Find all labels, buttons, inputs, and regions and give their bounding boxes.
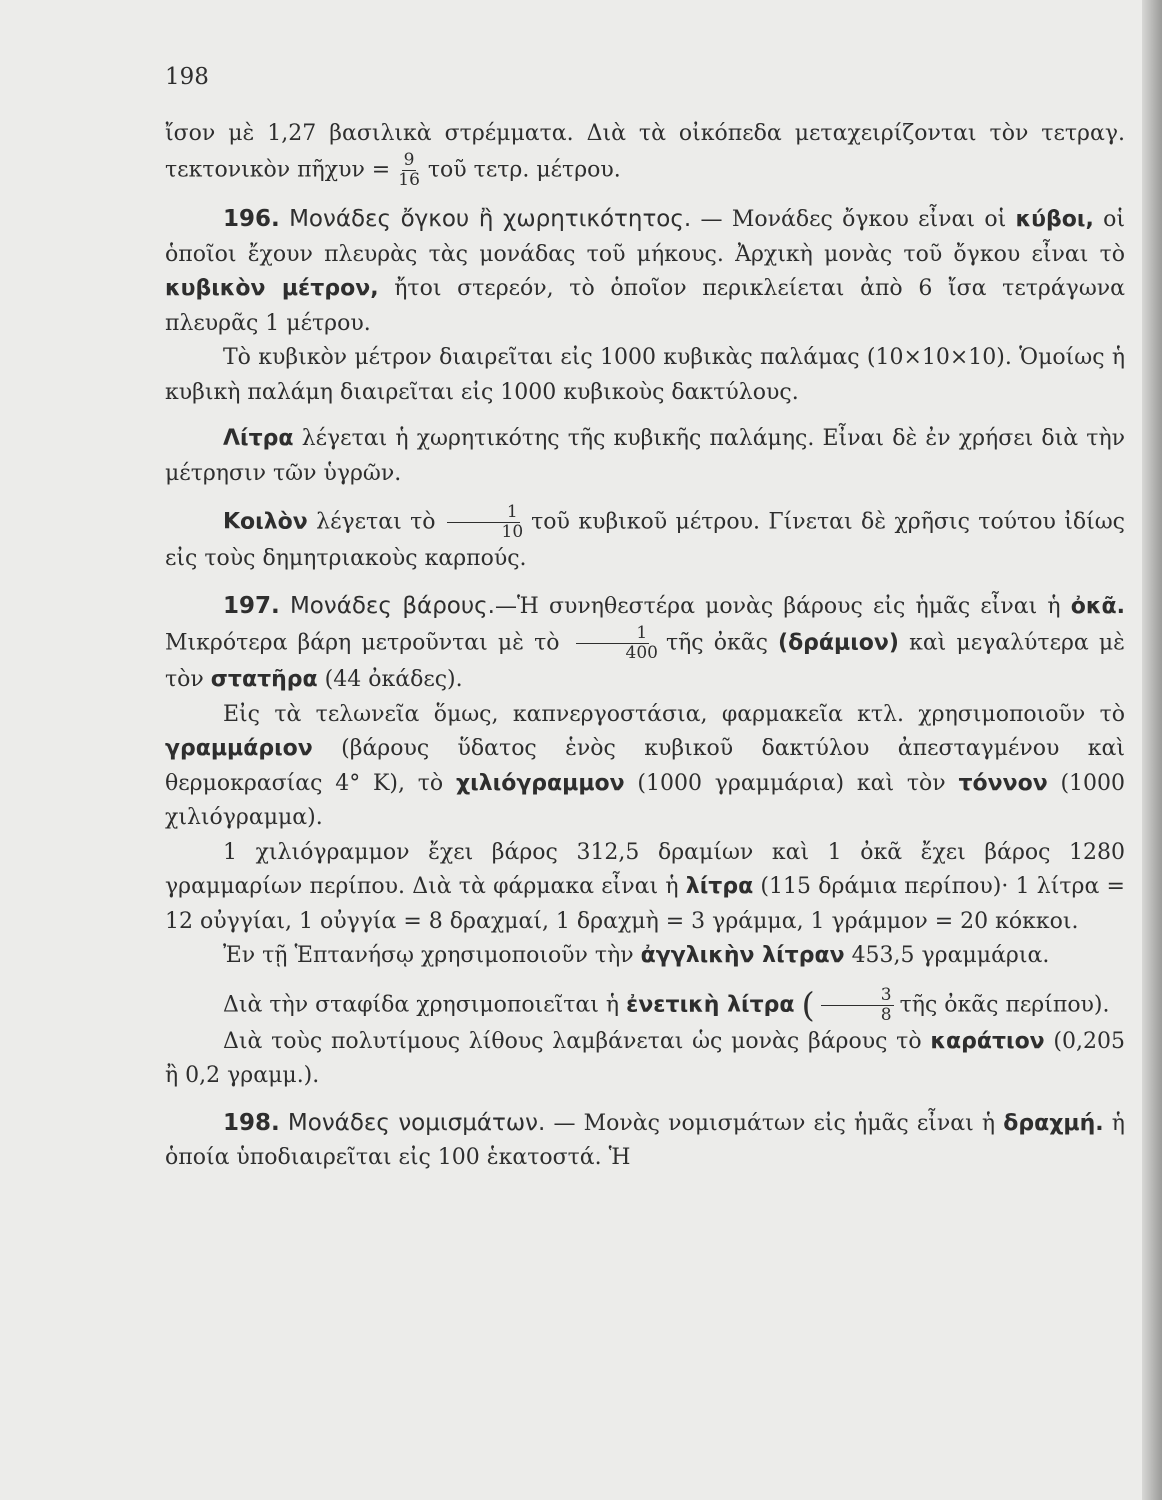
s197-p5-text-a: Διὰ τὴν σταφίδα χρησιμοποιεῖται ἡ bbox=[223, 992, 620, 1017]
koilon-bold: Κοιλὸν bbox=[223, 509, 308, 535]
koilon-text-1: λέγεται τὸ bbox=[316, 509, 436, 535]
section-196 bbox=[165, 202, 1125, 341]
koilon-text-2: τοῦ κυβικοῦ μέτρου. Γίνεται δὲ χρῆσις τούτου ἰδίως εἰς τοὺς δημητριακοὺς καρπούς. bbox=[165, 509, 1125, 571]
s197-p4-text-c: 453,5 γραμμάρια. bbox=[851, 943, 1050, 968]
koilon-paragraph bbox=[165, 503, 1125, 577]
s198-bold-1: δραχμή. bbox=[1003, 1110, 1104, 1136]
section-197-title: Μονάδες βάρους. bbox=[289, 592, 495, 619]
s197-bold-1: ὀκᾶ. bbox=[1070, 593, 1126, 619]
s197-p3-text-c: (115 δράμια περίπου)· 1 λίτρα = 12 οὐγγίαι, 1 οὐγγία = 8 δραχμαί, 1 δραχμὴ = 3 γράμμα, 1 γράμμον = 20 κόκκοι. bbox=[165, 874, 1125, 934]
s197-p2-text-e: (1000 γραμμάρια) καὶ τὸν bbox=[637, 770, 946, 796]
s197-paragraph-6 bbox=[165, 1025, 1125, 1094]
s197-p3-text-a: 1 χιλιόγραμμον ἔχει βάρος 312,5 δραμίων καὶ 1 ὀκᾶ ἔχει βάρος 1280 γραμμαρίων περίπου. Διὰ τὰ φάρμακα εἶναι ἡ bbox=[165, 839, 1125, 899]
frac-den: 10 bbox=[501, 522, 524, 542]
s197-p2-bold-b: γραμμάριον bbox=[165, 736, 313, 761]
frac-num: 3 bbox=[821, 986, 894, 1006]
s197-text-4: καὶ μεγαλύτερα μὲ τὸν bbox=[165, 630, 1125, 692]
s197-p6-bold-b: καράτιον bbox=[930, 1028, 1045, 1054]
fraction-1-10 bbox=[442, 503, 526, 542]
section-196-number: 196. bbox=[223, 206, 280, 232]
s197-p2-text-c: (βάρους ὕδατος ἑνὸς κυβικοῦ δακτύλου ἀπεσταγμένου καὶ θερμοκρασίας 4° Κ), τὸ bbox=[165, 736, 1125, 796]
frac-den: 16 bbox=[398, 170, 420, 190]
s197-text-2: Μικρότερα βάρη μετροῦνται μὲ τὸ bbox=[165, 630, 560, 656]
fraction-3-8 bbox=[821, 986, 894, 1025]
litra-text: λέγεται ἡ χωρητικότης τῆς κυβικῆς παλάμης. Εἶναι δὲ ἐν χρήσει διὰ τὴν μέτρησιν τῶν ὑγρῶν. bbox=[165, 426, 1126, 486]
section-196-title: Μονάδες ὄγκου ἢ χωρητικότητος. bbox=[289, 206, 692, 232]
section-198 bbox=[165, 1106, 1125, 1176]
s197-p5-bold-b: ἐνετικὴ λίτρα bbox=[626, 992, 795, 1017]
s196-bold-2: κυβικὸν μέτρον, bbox=[165, 276, 379, 301]
intro-paragraph bbox=[165, 117, 1125, 191]
intro-line-2a: τὸν τετραγ. τεκτονικὸν πῆχυν = bbox=[165, 120, 1125, 183]
s198-text-1: — Μονὰς νομισμάτων εἰς ἡμᾶς εἶναι ἡ bbox=[553, 1110, 996, 1136]
fraction-9-16 bbox=[396, 151, 422, 190]
s198-text-2: ἡ ὁποία ὑποδιαιρεῖται εἰς 100 ἑκατοστά. Ἡ bbox=[165, 1110, 1125, 1170]
frac-num: 1 bbox=[447, 503, 520, 523]
litra-paragraph bbox=[165, 422, 1125, 491]
s196-text-1: — Μονάδες ὄγκου εἶναι οἱ bbox=[700, 207, 1007, 232]
s197-p5-text-c: τῆς ὀκᾶς περίπου). bbox=[899, 992, 1110, 1017]
left-paren: ( bbox=[801, 985, 815, 1025]
section-198-number: 198. bbox=[223, 1109, 280, 1136]
frac-num: 1 bbox=[576, 624, 649, 644]
s197-p3-bold-b: λίτρα bbox=[685, 874, 754, 899]
litra-bold: Λίτρα bbox=[223, 426, 294, 451]
fraction-1-400 bbox=[566, 624, 660, 663]
page-text bbox=[165, 60, 1125, 1176]
intro-line-2b: τοῦ τετρ. μέτρου. bbox=[427, 157, 621, 183]
s196-bold-1: κύβοι, bbox=[1015, 207, 1094, 232]
s196-text-2: οἱ ὁποῖοι ἔχουν πλευρὰς τὰς μονάδας τοῦ μήκους. Ἀρχικὴ μονὰς τοῦ ὄγκου εἶναι τὸ bbox=[165, 207, 1125, 267]
s197-p2-text-g: (1000 χιλιόγραμμα). bbox=[165, 770, 1126, 830]
s196-paragraph-2: Τὸ κυβικὸν μέτρον διαιρεῖται εἰς 1000 κυβικὰς παλάμας (10×10×10). Ὁμοίως ἡ κυβικὴ παλάμη διαιρεῖται εἰς 1000 κυβικοὺς δακτύλους. bbox=[165, 345, 1125, 405]
s197-p2-bold-f: τόννον bbox=[958, 770, 1048, 796]
section-197 bbox=[165, 589, 1125, 698]
page-number: 198 bbox=[165, 64, 209, 90]
s197-bold-3: στατῆρα bbox=[210, 667, 318, 692]
s197-paragraph-4 bbox=[165, 939, 1125, 974]
s197-p6-text-a: Διὰ τοὺς πολυτίμους λίθους λαμβάνεται ὡς μονὰς βάρους τὸ bbox=[223, 1028, 922, 1054]
s197-p6-text-c: (0,205 ἢ 0,2 γραμμ.). bbox=[165, 1028, 1125, 1088]
frac-den: 8 bbox=[880, 1004, 892, 1025]
section-198-title: Μονάδες νομισμάτων. bbox=[287, 1109, 546, 1136]
section-197-number: 197. bbox=[223, 592, 280, 619]
s197-paragraph-3 bbox=[165, 836, 1125, 940]
s197-p2-text-a: Εἰς τὰ τελωνεῖα ὅμως, καπνεργοστάσια, φαρμακεῖα κτλ. χρησιμοποιοῦν τὸ bbox=[223, 701, 1125, 727]
s197-text-3: τῆς ὀκᾶς bbox=[665, 630, 768, 656]
s197-text-1: —Ἡ συνηθεστέρα μονὰς βάρους εἰς ἡμᾶς εἶναι ἡ bbox=[495, 593, 1061, 619]
s197-p2-bold-d: χιλιόγραμμον bbox=[455, 770, 625, 796]
intro-line-1: ἴσον μὲ 1,27 βασιλικὰ στρέμματα. Διὰ τὰ οἰκόπεδα μεταχειρίζονται bbox=[165, 120, 977, 146]
frac-den: 400 bbox=[625, 643, 658, 663]
frac-num: 9 bbox=[403, 150, 415, 170]
s197-paragraph-2 bbox=[165, 698, 1125, 836]
s197-p4-bold-b: ἀγγλικὴν λίτραν bbox=[640, 943, 845, 968]
s196-text-3: ἤτοι στερεόν, τὸ ὁποῖον περικλείεται ἀπὸ 6 ἴσα τετράγωνα πλευρᾶς 1 μέτρου. bbox=[165, 276, 1125, 336]
s197-paragraph-5 bbox=[165, 986, 1125, 1025]
s197-p4-text-a: Ἐν τῇ Ἑπτανήσῳ χρησιμοποιοῦν τὴν bbox=[223, 943, 634, 968]
s197-text-5: (44 ὀκάδες). bbox=[324, 667, 463, 692]
page-edge bbox=[1142, 0, 1162, 1500]
s197-bold-2: (δράμιον) bbox=[778, 630, 899, 656]
